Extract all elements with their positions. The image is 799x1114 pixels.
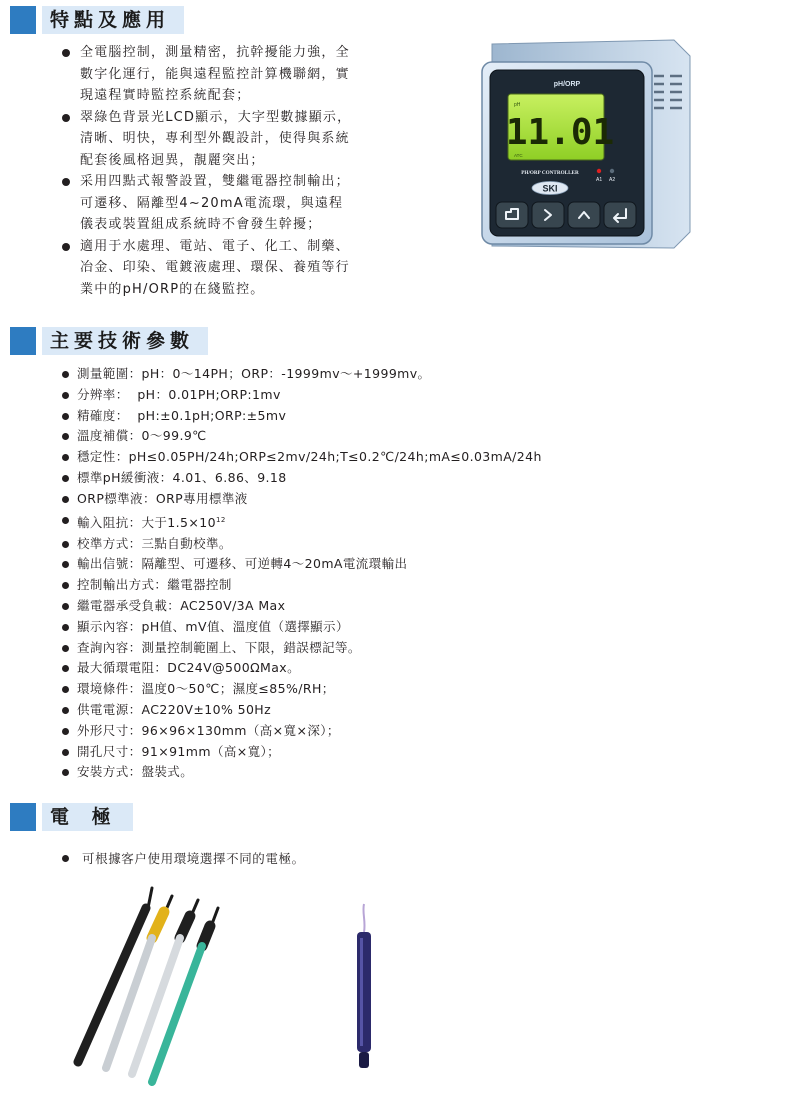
section-title: 電 極 — [42, 803, 133, 831]
electrode-note: 可根據客户使用環境選擇不同的電極。 — [62, 850, 305, 868]
bullet-icon — [62, 371, 69, 378]
probe-body-purple — [357, 932, 371, 1052]
bullet-icon — [62, 541, 69, 548]
bullet-icon — [62, 855, 69, 862]
alarm-label-a1: A1 — [596, 177, 603, 183]
probe-body-clear — [132, 938, 180, 1074]
probe-tip — [359, 1052, 369, 1068]
up-button — [568, 202, 600, 228]
lcd-atc-label: ATC — [514, 153, 523, 158]
device-label: pH/ORP — [553, 81, 581, 88]
lcd-reading: 11.01 — [505, 112, 615, 153]
right-button — [532, 202, 564, 228]
controller-text: PH/ORP CONTROLLER — [521, 170, 579, 176]
section-marker — [10, 327, 36, 355]
list-item: 測量範圍：pH：0～14PH；ORP：-1999mv～+1999mv。 — [62, 364, 662, 385]
hand-button — [496, 202, 528, 228]
bullet-icon — [62, 603, 69, 610]
list-item: 外形尺寸：96×96×130mm（高×寬×深）； — [62, 721, 662, 742]
bullet-icon — [62, 728, 69, 735]
section-marker — [10, 803, 36, 831]
bullet-icon — [62, 624, 69, 631]
list-item: 適用于水處理、電站、電子、化工、制藥、冶金、印染、電鍍液處理、環保、養殖等行業中的pH/ORP的在綫監控。 — [62, 236, 352, 301]
bullet-icon — [62, 582, 69, 589]
list-item: 采用四點式報警設置，雙繼電器控制輸出；可遷移、隔離型4~20mA電流環，與遠程儀表或裝置組成系統時不會發生幹擾； — [62, 171, 352, 236]
list-item: 控制輸出方式：繼電器控制 — [62, 575, 662, 596]
controller-device-image — [478, 36, 694, 252]
list-item: ORP標準液：ORP專用標準液 — [62, 489, 662, 510]
bullet-icon — [62, 665, 69, 672]
list-item: 查詢內容：測量控制範圍上、下限，錯誤標記等。 — [62, 638, 662, 659]
alarm-led-a1 — [597, 169, 601, 173]
probe-body-green — [152, 946, 202, 1082]
bullet-icon — [62, 178, 70, 186]
section-title: 特點及應用 — [42, 6, 184, 34]
probe-highlight — [360, 938, 363, 1046]
section-header-electrode — [10, 803, 133, 831]
bullet-icon — [62, 114, 70, 122]
enter-button — [604, 202, 636, 228]
list-item: 顯示內容：pH值、mV值、溫度值（選擇顯示） — [62, 617, 662, 638]
bullet-icon — [62, 769, 69, 776]
electrode-probes-image — [60, 880, 260, 1090]
section-marker — [10, 6, 36, 34]
bullet-icon — [62, 496, 69, 503]
bullet-icon — [62, 475, 69, 482]
section-header-specs — [10, 327, 208, 355]
alarm-label-a2: A2 — [609, 177, 616, 183]
exponent: 12 — [215, 515, 226, 524]
list-item: 最大循環電阻：DC24V@500ΩMax。 — [62, 658, 662, 679]
bullet-icon — [62, 686, 69, 693]
bullet-icon — [62, 749, 69, 756]
list-item: 安裝方式：盤裝式。 — [62, 762, 662, 783]
list-item: 校準方式：三點自動校準。 — [62, 534, 662, 555]
bullet-icon — [62, 645, 69, 652]
list-item: 環境條件：溫度0～50℃；濕度≤85%/RH； — [62, 679, 662, 700]
bullet-icon — [62, 707, 69, 714]
section-title: 主要技術參數 — [42, 327, 208, 355]
list-item: 溫度補償：0～99.9℃ — [62, 426, 662, 447]
list-item: 翠綠色背景光LCD顯示，大字型數據顯示，清晰、明快，專利型外觀設計，使得與系統配套後風格迥異，靚麗突出； — [62, 107, 352, 172]
section-header-features — [10, 6, 184, 34]
bullet-icon — [62, 49, 70, 57]
bullet-icon — [62, 454, 69, 461]
specs-list — [62, 364, 662, 783]
bullet-icon — [62, 413, 69, 420]
list-item: 輸入阻抗：大于$1.5\times 10^{12}$ — [62, 510, 662, 534]
alarm-led-a2 — [610, 169, 614, 173]
lcd-small-label: pH — [514, 102, 521, 108]
brand-logo: SKI — [542, 183, 558, 194]
bullet-icon — [62, 392, 69, 399]
list-item: 分辨率： pH：0.01PH;ORP:1mv — [62, 385, 662, 406]
bullet-icon — [62, 243, 70, 251]
bullet-icon — [62, 517, 69, 524]
bullet-icon — [62, 433, 69, 440]
probe-cap-yellow — [152, 912, 164, 938]
bullet-icon — [62, 561, 69, 568]
features-list — [62, 42, 352, 300]
list-item: 標準pH緩衝液：4.01、6.86、9.18 — [62, 468, 662, 489]
list-item: 精確度： pH:±0.1pH;ORP:±5mv — [62, 406, 662, 427]
list-item: 全電腦控制，測量精密，抗幹擾能力強，全數字化運行，能與遠程監控計算機聯網，實現遠程實時監控系統配套； — [62, 42, 352, 107]
list-item: 開孔尺寸：91×91mm（高×寬）； — [62, 742, 662, 763]
probe-cable — [363, 904, 364, 932]
list-item: 輸出信號：隔離型、可遷移、可逆轉4～20mA電流環輸出 — [62, 554, 662, 575]
list-item: 穩定性：pH≤0.05PH/24h;ORP≤2mv/24h;T≤0.2℃/24h;mA≤0.03mA/24h — [62, 447, 662, 468]
list-item: 繼電器承受負載：AC250V/3A Max — [62, 596, 662, 617]
electrode-single-image — [340, 900, 390, 1075]
list-item: 供電電源：AC220V±10% 50Hz — [62, 700, 662, 721]
